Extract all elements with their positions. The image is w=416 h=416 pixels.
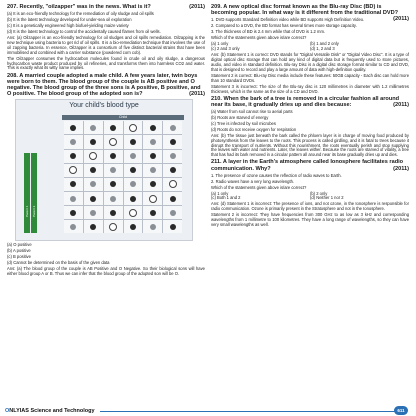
- blood-dot-icon: [170, 167, 176, 173]
- blood-dot-icon: [70, 139, 76, 145]
- blood-dot-icon: [150, 139, 156, 145]
- grid-cell: [143, 150, 162, 163]
- blood-dot-icon: [70, 196, 76, 202]
- blood-dot-icon: [90, 224, 96, 230]
- blood-dot-icon: [150, 224, 156, 230]
- option: (c) B positive: [7, 254, 31, 260]
- grid-cell: [64, 150, 83, 163]
- grid-cell: [143, 164, 162, 177]
- grid-cell: [84, 206, 103, 219]
- option: (b) Roots are starved of energy: [211, 114, 269, 120]
- figure-title: Your child's blood type: [69, 102, 139, 110]
- option: (d) 1, 2 and 3: [310, 45, 335, 51]
- question-text: 207. Recently, "oilzapper" was in the news. What is it?: [7, 4, 151, 10]
- answer-207: Ans: (a) Oilzapper is an eco-friendly technology for oil sludges and oil spills remediation. Oilzapping is the new technique using bacteria to get rid of oil spills. It is a bio-remediation technique that involves the use of oil zapping bacteria. In essence, Oilzapper is a consortium of five distinct bacterial strains that have been immobilised and combined with a carrier substance (powdered corn cob).: [7, 34, 205, 55]
- blood-dot-icon: [130, 196, 136, 202]
- page-footer: [0, 405, 416, 416]
- grid-cell: [143, 220, 162, 233]
- footer-rule: [100, 411, 396, 412]
- blood-dot-icon: [170, 139, 176, 145]
- which-correct: Which of the statements given above is/are correct?: [211, 184, 307, 190]
- blood-dot-icon: [89, 152, 97, 160]
- blood-dot-icon: [130, 181, 136, 187]
- parent-1-band: [24, 153, 30, 233]
- grid-cell: [104, 150, 123, 163]
- blood-dot-icon: [90, 139, 96, 145]
- option: (a) It is an eco-friendly technology for the remediation of oily sludge and oil spills: [7, 11, 154, 17]
- grid-cell: [163, 164, 182, 177]
- option: (d) Cannot be determined on the basis of the given data: [7, 260, 110, 266]
- right-column: [211, 4, 409, 229]
- blood-dot-icon: [170, 210, 176, 216]
- blood-type-grid: [64, 121, 182, 233]
- grid-cell: [104, 192, 123, 205]
- question-year: (2011): [393, 16, 409, 23]
- grid-cell: [84, 164, 103, 177]
- statement: 1. DVD supports Standard Definition video while BD supports High Definition Video.: [211, 17, 365, 23]
- grid-cell: [64, 206, 83, 219]
- parent-2-label: Parent 2: [32, 206, 36, 218]
- blood-dot-icon: [70, 181, 76, 187]
- option: (c) 2 and 3 only: [211, 45, 240, 51]
- grid-cell: [143, 135, 162, 148]
- blood-dot-icon: [130, 224, 136, 230]
- grid-cell: [104, 121, 123, 134]
- grid-cell: [84, 150, 103, 163]
- logo-text: NLYIAS: [9, 408, 29, 414]
- chart-header: Child: [62, 115, 184, 120]
- option: (a) Water from soil cannot rise to aerial parts: [211, 109, 293, 115]
- blood-dot-icon: [130, 139, 136, 145]
- grid-cell: [124, 220, 143, 233]
- blood-dot-icon: [110, 167, 116, 173]
- blood-dot-icon: [150, 210, 156, 216]
- question-year: (2011): [189, 4, 205, 10]
- answer-207-extra: The Oilzapper consumes the hydrocarbon molecules found in crude oil and oily sludge, a dangerous hydrocarbon waste product produced by oil refineries, and transforms them into harmless CO2 and water. This is exactly what its witty name implies.: [7, 55, 205, 71]
- blood-dot-icon: [90, 167, 96, 173]
- blood-dot-icon: [170, 224, 176, 230]
- blood-dot-icon: [70, 153, 76, 159]
- option: (b) A positive: [7, 248, 31, 254]
- grid-cell: [163, 135, 182, 148]
- blood-dot-icon: [129, 124, 137, 132]
- blood-dot-icon: [149, 195, 157, 203]
- grid-cell: [124, 150, 143, 163]
- parent-1-label: Parent 1: [25, 206, 29, 218]
- grid-cell: [163, 206, 182, 219]
- grid-cell: [163, 150, 182, 163]
- statement: 2. Compared to a DVD, the BD format has several times more storage capacity.: [211, 23, 357, 29]
- grid-cell: [104, 206, 123, 219]
- parent-labels: [24, 121, 62, 233]
- blood-dot-icon: [90, 125, 96, 131]
- blood-dot-icon: [130, 167, 136, 173]
- answer-211-s2: Statement 2 is incorrect: They have frequencies from 300 GHz to as low as 3 kHz and corresponding wavelengths from 1 millimetre to 100 kilometres. They have a long range of wavelengths, so they can have very small wavelengths as well.: [211, 212, 409, 228]
- blood-dot-icon: [70, 210, 76, 216]
- statement: 3. The thickness of BD is 2.4 mm while that of DVD is 1.2 mm.: [211, 29, 326, 35]
- statement: 2. Radio waves have a very long wavelength.: [211, 178, 295, 184]
- grid-cell: [64, 164, 83, 177]
- option: (a) 1 only: [211, 41, 229, 47]
- question-207: [7, 4, 205, 10]
- blood-dot-icon: [150, 125, 156, 131]
- option: (a) 1 only: [211, 190, 229, 196]
- grid-cell: [124, 121, 143, 134]
- grid-cell: [104, 178, 123, 191]
- page-number: 611: [394, 406, 408, 415]
- grid-cell: [124, 206, 143, 219]
- blood-dot-icon: [90, 196, 96, 202]
- question-text: 209. A new optical disc format known as the Blu-ray Disc (BD) is becoming popular. In what way is it different from the traditional DVD?: [211, 4, 399, 17]
- option: (b) It is the latest technology developed for under-sea oil exploration: [7, 17, 132, 23]
- answer-209-s2: Statement 2 is correct: Blu-ray Disc media include these features: 50GB capacity - Each disc can hold more than 10 standard DVDs.: [211, 72, 409, 83]
- question-text: 208. A married couple adopted a male child. A few years later, twin boys were born to them. The blood group of the couple is AB positive and O negative. The blood group of the three sons is A positive, B positive, and O positive. The blood group of the adopted son is?: [7, 72, 201, 98]
- blood-dot-icon: [109, 138, 117, 146]
- blood-dot-icon: [110, 125, 116, 131]
- answer-208: Ans: (a) The blood group of the couple is AB Positive and O Negative. So their biological sons will have either blood group A or B. Thus we can infer that the blood group of the adopted son will be O.: [7, 265, 205, 276]
- option: (a) O positive: [7, 242, 32, 248]
- blood-dot-icon: [90, 210, 96, 216]
- option: (d) Roots do not receive oxygen for respiration: [211, 126, 297, 132]
- blood-dot-icon: [70, 125, 76, 131]
- subject-label: Science and Technology: [30, 408, 95, 414]
- blood-type-chart: [24, 115, 184, 235]
- blood-dot-icon: [110, 196, 116, 202]
- grid-cell: [143, 206, 162, 219]
- grid-cell: [104, 164, 123, 177]
- answer-211: Ans: (d) Statement 1 is incorrect: The presence of ions, and not ozone, in the Ionosphere is responsible for radio communication. Ozone is primarily present in the Stratosphere and not in the Ionosphere.: [211, 201, 409, 212]
- blood-dot-icon: [150, 153, 156, 159]
- question-year: (2011): [393, 101, 409, 108]
- grid-cell: [124, 164, 143, 177]
- option: (c) Both 1 and 2: [211, 195, 241, 201]
- option: (c) It is a genetically engineered high biofuel-yielding maize variety: [7, 23, 129, 29]
- grid-cell: [163, 220, 182, 233]
- grid-cell: [64, 135, 83, 148]
- which-correct: Which of the statements given above is/are correct?: [211, 35, 307, 41]
- blood-dot-icon: [110, 153, 116, 159]
- blood-dot-icon: [110, 210, 116, 216]
- grid-cell: [64, 220, 83, 233]
- publisher-logo: [5, 408, 95, 414]
- grid-cell: [143, 192, 162, 205]
- grid-cell: [84, 192, 103, 205]
- grid-cell: [163, 178, 182, 191]
- blood-dot-icon: [129, 209, 137, 217]
- grid-cell: [84, 178, 103, 191]
- blood-dot-icon: [170, 196, 176, 202]
- left-column: [7, 4, 205, 278]
- option: (b) 2 only: [310, 190, 328, 196]
- blood-type-figure: [15, 99, 193, 241]
- grid-cell: [124, 178, 143, 191]
- blood-dot-icon: [109, 223, 117, 231]
- option: (c) Tree is infected by soil microbes: [211, 120, 276, 126]
- option: (d) Neither 1 nor 2: [310, 195, 344, 201]
- blood-dot-icon: [150, 181, 156, 187]
- grid-cell: [84, 121, 103, 134]
- grid-cell: [104, 135, 123, 148]
- answer-210: Ans: (b) The tissue just beneath the bark called the phloem layer is in charge of moving food produced by photosynthesis from the leaves to the roots. This process is called girdling, and it is fatal to trees because it disrupt the transport of nutrients. Without this nourishment, the roots eventually perish and stop supplying the leaves with water and nutrients. Later, the leaves wither. Because the roots are starved of vitality, a tree that has had its bark removed in a circular pattern all around near its base gradually dries up and dies.: [211, 132, 409, 158]
- grid-cell: [124, 135, 143, 148]
- question-year: (2011): [189, 91, 205, 98]
- grid-cell: [143, 178, 162, 191]
- grid-cell: [64, 121, 83, 134]
- question-210: [211, 96, 409, 108]
- logo-mark: O: [5, 408, 10, 414]
- blood-dot-icon: [90, 181, 96, 187]
- grid-cell: [64, 192, 83, 205]
- blood-dot-icon: [110, 181, 116, 187]
- question-208: [7, 73, 205, 98]
- question-text: 210. When the bark of a tree is removed in a circular fashion all around near its base, it gradually dries up and dies because:: [211, 95, 400, 108]
- grid-cell: [104, 220, 123, 233]
- grid-cell: [143, 121, 162, 134]
- grid-cell: [64, 178, 83, 191]
- grid-cell: [84, 135, 103, 148]
- grid-cell: [163, 192, 182, 205]
- grid-cell: [84, 220, 103, 233]
- grid-cell: [163, 121, 182, 134]
- answer-209: Ans: (b) Statement 1 is correct: DVD stands for "Digital Versatile Disk" or "Digital Video Disc". It is a type of digital optical disc storage that can hold any kind of digital data but is frequently used to store pictures, audio, and video in standard definition. Blu-ray Disc is a digital disc storage format similar to CD and DVD, that is designed to record and play a large amount of data with high-definition quality.: [211, 51, 409, 72]
- grid-cell: [124, 192, 143, 205]
- statement: 1. The presence of ozone causes the reflection of radio waves to Earth.: [211, 172, 342, 178]
- answer-209-s3: Statement 3 is incorrect: The size of the Blu-ray disc is 120 millimetres in diameter with 1.2 millimetres thickness, which is the same as the size of a CD and DVD.: [211, 83, 409, 94]
- blood-dot-icon: [70, 224, 76, 230]
- parent-2-band: [31, 153, 37, 233]
- question-text: 211. A layer in the Earth's atmosphere called Ionosphere facilitates radio communication. Why?: [211, 159, 404, 172]
- blood-dot-icon: [169, 180, 177, 188]
- blood-dot-icon: [170, 125, 176, 131]
- blood-dot-icon: [69, 166, 77, 174]
- question-year: (2011): [393, 165, 409, 172]
- blood-dot-icon: [150, 167, 156, 173]
- option: (d) It is the latest technology to control the accidentally caused flames from oil wells.: [7, 28, 161, 34]
- blood-dot-icon: [170, 153, 176, 159]
- question-211: [211, 159, 409, 171]
- blood-dot-icon: [130, 153, 136, 159]
- option: (b) 1 and 2 only: [310, 41, 339, 47]
